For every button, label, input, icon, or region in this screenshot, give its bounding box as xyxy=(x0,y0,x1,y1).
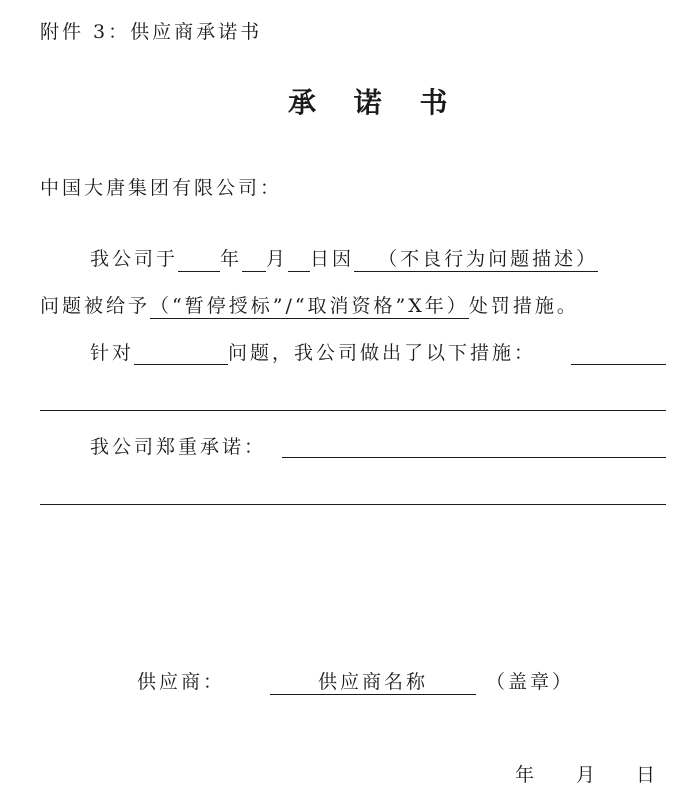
measures-blank[interactable] xyxy=(571,364,666,365)
commitment-continuation-line[interactable] xyxy=(40,504,666,505)
paragraph-2-line-1 xyxy=(90,341,536,365)
measures-continuation-line[interactable] xyxy=(40,410,666,411)
supplier-name-field[interactable] xyxy=(270,670,476,695)
text-measures-taken: 问题，我公司做出了以下措施： xyxy=(228,342,537,364)
commitment-blank[interactable] xyxy=(282,457,666,458)
issue-blank[interactable] xyxy=(134,344,228,365)
text-regarding: 针对 xyxy=(90,342,135,364)
text-we-company-at: 我公司于 xyxy=(90,248,179,270)
reason-blank[interactable] xyxy=(354,251,378,272)
paragraph-1-line-1 xyxy=(90,247,598,272)
year-blank[interactable] xyxy=(178,251,220,272)
document-title: 承 诺 书 xyxy=(288,86,462,119)
text-given: 问题被给予 xyxy=(40,295,151,317)
text-year: 年 xyxy=(220,248,243,270)
supplier-name: 供应商名称 xyxy=(317,671,428,693)
paragraph-3-line-1: 我公司郑重承诺： xyxy=(90,436,267,458)
date-day: 日 xyxy=(636,764,659,786)
text-day-reason: 日因 xyxy=(310,248,355,270)
month-blank[interactable] xyxy=(242,251,266,272)
seal-label: （盖章） xyxy=(486,671,575,693)
supplier-label: 供应商： xyxy=(137,671,226,693)
date-year: 年 xyxy=(515,764,538,786)
text-penalty: 处罚措施。 xyxy=(468,295,579,317)
attachment-label: 附件 3：供应商承诺书 xyxy=(40,21,263,43)
problem-description[interactable]: （不良行为问题描述） xyxy=(378,248,599,270)
addressee: 中国大唐集团有限公司： xyxy=(40,177,283,199)
paragraph-1-line-2 xyxy=(40,294,579,318)
day-blank[interactable] xyxy=(288,251,310,272)
penalty-measure[interactable]: （“暂停授标”/“取消资格”X年） xyxy=(150,295,469,317)
text-month: 月 xyxy=(266,248,289,270)
date-month: 月 xyxy=(576,764,599,786)
